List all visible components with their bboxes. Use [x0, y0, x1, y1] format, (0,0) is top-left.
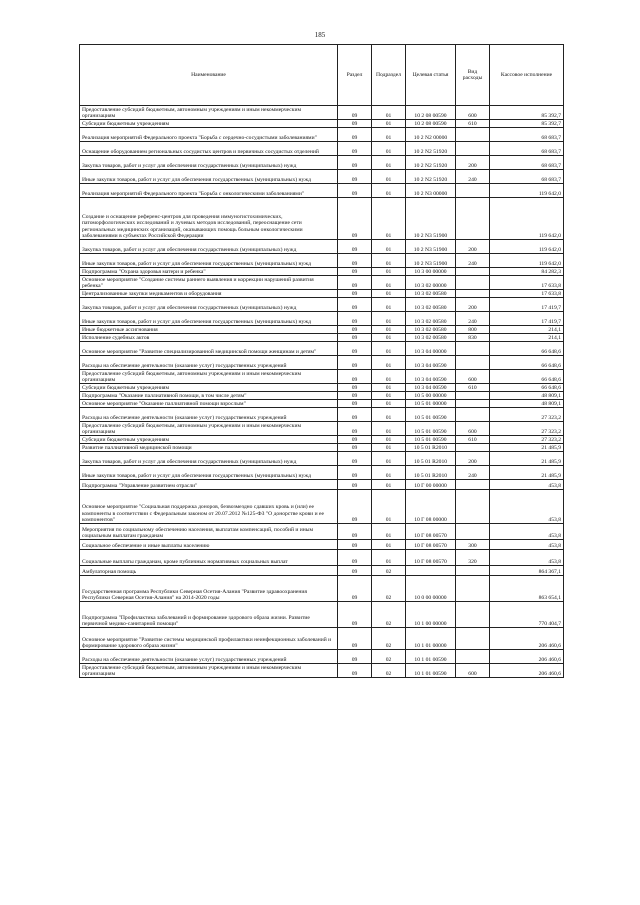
- cell-expense-type: [456, 480, 490, 490]
- cell-cash-execution: 770 404,7: [490, 602, 564, 628]
- cell-name: Развитие паллиативной медицинской помощи: [80, 444, 338, 452]
- cell-name: Субсидии бюджетным учреждениям: [80, 384, 338, 392]
- cell-name: Социальное обеспечение и иные выплаты населению: [80, 540, 338, 550]
- cell-cash-execution: 17 633,8: [490, 276, 564, 290]
- cell-target-article: 10 5 00 00000: [406, 392, 456, 400]
- cell-section: 09: [338, 422, 372, 436]
- cell-subsection: 01: [372, 356, 406, 370]
- cell-cash-execution: 27 323,2: [490, 436, 564, 444]
- cell-expense-type: 800: [456, 326, 490, 334]
- cell-subsection: 01: [372, 276, 406, 290]
- table-row: [80, 408, 564, 422]
- cell-section: 09: [338, 334, 372, 342]
- cell-cash-execution: 21 485,9: [490, 452, 564, 466]
- cell-cash-execution: 85 392,7: [490, 106, 564, 120]
- cell-expense-type: [456, 184, 490, 198]
- cell-expense-type: [456, 128, 490, 142]
- cell-section: 09: [338, 550, 372, 566]
- cell-subsection: 01: [372, 400, 406, 408]
- cell-subsection: 01: [372, 156, 406, 170]
- cell-cash-execution: 66 648,6: [490, 370, 564, 384]
- cell-subsection: 02: [372, 566, 406, 576]
- cell-cash-execution: 84 282,3: [490, 268, 564, 276]
- table-row: [80, 120, 564, 128]
- cell-expense-type: 610: [456, 120, 490, 128]
- cell-name: Подпрограмма "Оказание паллиативной помощи, в том числе детям": [80, 392, 338, 400]
- cell-expense-type: 240: [456, 466, 490, 480]
- cell-cash-execution: 214,1: [490, 326, 564, 334]
- table-row: [80, 444, 564, 452]
- cell-cash-execution: 206 460,6: [490, 628, 564, 650]
- cell-expense-type: [456, 602, 490, 628]
- cell-target-article: 10 5 01 00590: [406, 436, 456, 444]
- cell-target-article: 10 3 04 00590: [406, 384, 456, 392]
- cell-section: 09: [338, 142, 372, 156]
- table-row: [80, 198, 564, 240]
- cell-section: 09: [338, 452, 372, 466]
- cell-expense-type: [456, 342, 490, 356]
- cell-subsection: 01: [372, 334, 406, 342]
- cell-expense-type: [456, 490, 490, 524]
- cell-subsection: 01: [372, 128, 406, 142]
- cell-expense-type: [456, 566, 490, 576]
- cell-target-article: 10 2 N2 51920: [406, 156, 456, 170]
- cell-target-article: 10 5 01 R2010: [406, 444, 456, 452]
- cell-subsection: 01: [372, 198, 406, 240]
- cell-target-article: 10 3 02 00580: [406, 334, 456, 342]
- table-row: [80, 422, 564, 436]
- cell-cash-execution: 27 323,2: [490, 408, 564, 422]
- cell-cash-execution: 68 683,7: [490, 142, 564, 156]
- cell-cash-execution: 453,8: [490, 480, 564, 490]
- table-row: [80, 276, 564, 290]
- table-row: [80, 356, 564, 370]
- cell-subsection: 02: [372, 602, 406, 628]
- cell-section: 09: [338, 444, 372, 452]
- cell-name: Реализация мероприятий Федерального проекта "Борьба с сердечно-сосудистыми заболеваниями": [80, 128, 338, 142]
- cell-section: 09: [338, 106, 372, 120]
- table-row: [80, 576, 564, 602]
- cell-section: 09: [338, 276, 372, 290]
- cell-cash-execution: 66 648,6: [490, 356, 564, 370]
- cell-section: 09: [338, 184, 372, 198]
- header-target-article: Целевая статья: [406, 45, 456, 106]
- page-number: 185: [314, 31, 326, 39]
- cell-expense-type: [456, 290, 490, 298]
- cell-expense-type: [456, 576, 490, 602]
- cell-name: Основное мероприятие "Создание системы раннего выявления и коррекции нарушений развития ребенка": [80, 276, 338, 290]
- cell-section: 09: [338, 198, 372, 240]
- cell-subsection: 01: [372, 184, 406, 198]
- table-row: [80, 298, 564, 312]
- table-row: [80, 290, 564, 298]
- cell-cash-execution: 68 683,7: [490, 156, 564, 170]
- cell-cash-execution: 48 809,1: [490, 400, 564, 408]
- cell-target-article: 10 5 01 00590: [406, 422, 456, 436]
- cell-subsection: 01: [372, 422, 406, 436]
- cell-section: 09: [338, 240, 372, 254]
- cell-section: 09: [338, 254, 372, 268]
- cell-name: Социальные выплаты гражданам, кроме публичных нормативных социальных выплат: [80, 550, 338, 566]
- cell-subsection: 01: [372, 392, 406, 400]
- header-cash-execution: Кассовое исполнение: [490, 45, 564, 106]
- cell-cash-execution: 119 642,0: [490, 254, 564, 268]
- cell-cash-execution: 17 419,7: [490, 298, 564, 312]
- cell-target-article: 10 Г 00 00000: [406, 480, 456, 490]
- cell-subsection: 01: [372, 524, 406, 540]
- cell-section: 09: [338, 384, 372, 392]
- cell-expense-type: [456, 628, 490, 650]
- cell-target-article: 10 2 08 00590: [406, 120, 456, 128]
- cell-expense-type: [456, 198, 490, 240]
- cell-name: Подпрограмма "Охрана здоровья матери и ребенка": [80, 268, 338, 276]
- cell-subsection: 01: [372, 370, 406, 384]
- cell-subsection: 01: [372, 408, 406, 422]
- cell-target-article: 10 3 02 00000: [406, 276, 456, 290]
- cell-section: 09: [338, 128, 372, 142]
- cell-expense-type: [456, 268, 490, 276]
- cell-subsection: 01: [372, 142, 406, 156]
- cell-name: Закупка товаров, работ и услуг для обеспечения государственных (муниципальных) нужд: [80, 452, 338, 466]
- cell-subsection: 01: [372, 120, 406, 128]
- table-row: [80, 602, 564, 628]
- table-row: [80, 466, 564, 480]
- cell-name: Мероприятия по социальному обеспечению населения, выплатам компенсаций, пособий и иным социальным выплатам гражданам: [80, 524, 338, 540]
- cell-target-article: 10 3 04 00590: [406, 356, 456, 370]
- cell-target-article: 10 2 N3 51900: [406, 240, 456, 254]
- cell-expense-type: 320: [456, 550, 490, 566]
- cell-name: Иные бюджетные ассигнования: [80, 326, 338, 334]
- cell-name: Иные закупки товаров, работ и услуг для обеспечения государственных (муниципальных) нужд: [80, 312, 338, 326]
- cell-cash-execution: 21 485,9: [490, 444, 564, 452]
- cell-name: Предоставление субсидий бюджетным, автономным учреждениям и иным некоммерческим организациям: [80, 370, 338, 384]
- cell-expense-type: 600: [456, 370, 490, 384]
- cell-expense-type: [456, 650, 490, 664]
- cell-name: Реализация мероприятий Федерального проекта "Борьба с онкологическими заболеваниями": [80, 184, 338, 198]
- cell-target-article: 10 Г 08 00570: [406, 550, 456, 566]
- cell-section: 09: [338, 156, 372, 170]
- cell-expense-type: [456, 524, 490, 540]
- table-row: [80, 664, 564, 678]
- cell-subsection: 02: [372, 664, 406, 678]
- table-row: [80, 524, 564, 540]
- cell-expense-type: 200: [456, 452, 490, 466]
- cell-name: Подпрограмма "Управление развитием отрасли": [80, 480, 338, 490]
- cell-cash-execution: 119 642,0: [490, 198, 564, 240]
- cell-name: Иные закупки товаров, работ и услуг для обеспечения государственных (муниципальных) нужд: [80, 466, 338, 480]
- cell-name: Субсидии бюджетным учреждениям: [80, 120, 338, 128]
- cell-target-article: 10 1 01 00590: [406, 650, 456, 664]
- cell-expense-type: 600: [456, 106, 490, 120]
- cell-expense-type: 610: [456, 384, 490, 392]
- cell-name: Иные закупки товаров, работ и услуг для обеспечения государственных (муниципальных) нужд: [80, 170, 338, 184]
- cell-section: 09: [338, 312, 372, 326]
- table-row: [80, 326, 564, 334]
- cell-cash-execution: 119 642,0: [490, 184, 564, 198]
- cell-section: 09: [338, 268, 372, 276]
- table-row: [80, 254, 564, 268]
- cell-expense-type: 240: [456, 170, 490, 184]
- cell-subsection: 01: [372, 436, 406, 444]
- table-row: [80, 566, 564, 576]
- table-row: [80, 334, 564, 342]
- table-row: [80, 128, 564, 142]
- cell-cash-execution: 66 648,6: [490, 342, 564, 356]
- cell-section: 09: [338, 356, 372, 370]
- cell-expense-type: 830: [456, 334, 490, 342]
- cell-section: 09: [338, 466, 372, 480]
- header-name: Наименование: [80, 45, 338, 106]
- cell-name: Предоставление субсидий бюджетным, автономным учреждениям и иным некоммерческим организациям: [80, 106, 338, 120]
- cell-section: 09: [338, 342, 372, 356]
- cell-section: 09: [338, 650, 372, 664]
- cell-subsection: 01: [372, 268, 406, 276]
- cell-cash-execution: 453,8: [490, 550, 564, 566]
- cell-name: Основное мероприятие "Социальная поддержка доноров, безвозмездно сдавших кровь и (или) ее компоненты в соответствии с Федеральным законом от 20.07.2012 №125-ФЗ "О донорстве крови и ее компонентов": [80, 490, 338, 524]
- cell-name: Основное мероприятие "Развитие специализированной медицинской помощи женщинам и детям": [80, 342, 338, 356]
- cell-expense-type: [456, 444, 490, 452]
- cell-cash-execution: 453,8: [490, 490, 564, 524]
- cell-cash-execution: 863 654,1: [490, 576, 564, 602]
- cell-cash-execution: 864 367,1: [490, 566, 564, 576]
- cell-target-article: 10 5 01 R2010: [406, 466, 456, 480]
- cell-name: Государственная программа Республики Северная Осетия-Алания "Развитие здравоохранения Республики Северная Осетия-Алания" на 2014-2020 годы: [80, 576, 338, 602]
- table-row: [80, 184, 564, 198]
- cell-expense-type: [456, 356, 490, 370]
- table-row: [80, 268, 564, 276]
- cell-section: 09: [338, 436, 372, 444]
- cell-target-article: [406, 566, 456, 576]
- cell-cash-execution: 48 809,1: [490, 392, 564, 400]
- header-subsection: Подраздел: [372, 45, 406, 106]
- cell-section: 09: [338, 480, 372, 490]
- cell-subsection: 02: [372, 628, 406, 650]
- cell-name: Расходы на обеспечение деятельности (оказание услуг) государственных учреждений: [80, 650, 338, 664]
- cell-target-article: 10 2 N2 51920: [406, 142, 456, 156]
- cell-cash-execution: 453,8: [490, 524, 564, 540]
- table-header-row: [80, 45, 564, 106]
- cell-section: 09: [338, 566, 372, 576]
- cell-name: Исполнение судебных актов: [80, 334, 338, 342]
- cell-subsection: 01: [372, 326, 406, 334]
- cell-expense-type: [456, 400, 490, 408]
- cell-section: 09: [338, 290, 372, 298]
- cell-target-article: 10 3 02 00580: [406, 326, 456, 334]
- cell-name: Оснащение оборудованием региональных сосудистых центров и первичных сосудистых отделений: [80, 142, 338, 156]
- cell-name: Предоставление субсидий бюджетным, автономным учреждениям и иным некоммерческим организациям: [80, 664, 338, 678]
- table-row: [80, 436, 564, 444]
- cell-name: Иные закупки товаров, работ и услуг для обеспечения государственных (муниципальных) нужд: [80, 254, 338, 268]
- table-row: [80, 240, 564, 254]
- cell-name: Расходы на обеспечение деятельности (оказание услуг) государственных учреждений: [80, 408, 338, 422]
- cell-expense-type: 300: [456, 540, 490, 550]
- table-row: [80, 370, 564, 384]
- cell-name: Закупка товаров, работ и услуг для обеспечения государственных (муниципальных) нужд: [80, 298, 338, 312]
- table-row: [80, 540, 564, 550]
- cell-subsection: 01: [372, 240, 406, 254]
- cell-target-article: 10 Г 08 00000: [406, 490, 456, 524]
- cell-name: Основное мероприятие "Развитие системы медицинской профилактики неинфекционных заболеваний и формирование здорового образа жизни": [80, 628, 338, 650]
- cell-expense-type: 240: [456, 254, 490, 268]
- cell-section: 09: [338, 392, 372, 400]
- table-row: [80, 490, 564, 524]
- cell-target-article: 10 2 N2 51920: [406, 170, 456, 184]
- cell-section: 09: [338, 170, 372, 184]
- cell-section: 09: [338, 576, 372, 602]
- cell-expense-type: [456, 408, 490, 422]
- cell-section: 09: [338, 298, 372, 312]
- cell-cash-execution: 453,8: [490, 540, 564, 550]
- cell-cash-execution: 66 648,6: [490, 384, 564, 392]
- cell-expense-type: 600: [456, 422, 490, 436]
- cell-subsection: 01: [372, 312, 406, 326]
- cell-expense-type: [456, 142, 490, 156]
- cell-target-article: 10 2 N3 51900: [406, 198, 456, 240]
- cell-expense-type: 600: [456, 664, 490, 678]
- table-row: [80, 312, 564, 326]
- table-row: [80, 106, 564, 120]
- cell-expense-type: 610: [456, 436, 490, 444]
- table-row: [80, 480, 564, 490]
- cell-target-article: 10 3 00 00000: [406, 268, 456, 276]
- cell-cash-execution: 17 419,7: [490, 312, 564, 326]
- cell-subsection: 01: [372, 550, 406, 566]
- cell-subsection: 01: [372, 254, 406, 268]
- cell-target-article: 10 Г 08 00570: [406, 524, 456, 540]
- cell-expense-type: [456, 392, 490, 400]
- cell-name: Закупка товаров, работ и услуг для обеспечения государственных (муниципальных) нужд: [80, 240, 338, 254]
- cell-target-article: 10 Г 08 00570: [406, 540, 456, 550]
- cell-cash-execution: 85 392,7: [490, 120, 564, 128]
- table-row: [80, 156, 564, 170]
- table-row: [80, 550, 564, 566]
- cell-cash-execution: 68 683,7: [490, 128, 564, 142]
- cell-subsection: 01: [372, 170, 406, 184]
- cell-target-article: 10 1 01 00000: [406, 628, 456, 650]
- cell-section: 09: [338, 408, 372, 422]
- cell-section: 09: [338, 490, 372, 524]
- cell-expense-type: [456, 276, 490, 290]
- cell-target-article: 10 1 00 00000: [406, 602, 456, 628]
- cell-name: Основное мероприятие "Оказание паллиативной помощи взрослым": [80, 400, 338, 408]
- cell-name: Подпрограмма "Профилактика заболеваний и формирование здорового образа жизни. Развитие первичной медико-санитарной помощи": [80, 602, 338, 628]
- cell-subsection: 01: [372, 298, 406, 312]
- cell-section: 09: [338, 120, 372, 128]
- cell-section: 09: [338, 628, 372, 650]
- cell-target-article: 10 0 00 00000: [406, 576, 456, 602]
- cell-subsection: 01: [372, 466, 406, 480]
- cell-subsection: 01: [372, 384, 406, 392]
- cell-expense-type: 200: [456, 240, 490, 254]
- budget-execution-table: [79, 44, 564, 678]
- cell-section: 09: [338, 400, 372, 408]
- table-row: [80, 392, 564, 400]
- cell-section: 09: [338, 664, 372, 678]
- cell-name: Создание и оснащение референс-центров для проведения иммуногистохимических, патоморфологических исследований и лучевых методов исследований, переоснащение сети региональных медицинских организаций, оказывающих помощь больным онкологическими заболеваниями в субъектах Российской Федерации: [80, 198, 338, 240]
- table-row: [80, 384, 564, 392]
- table-row: [80, 400, 564, 408]
- cell-target-article: 10 5 01 00000: [406, 400, 456, 408]
- cell-subsection: 01: [372, 480, 406, 490]
- cell-target-article: 10 3 02 00580: [406, 312, 456, 326]
- cell-target-article: 10 2 N2 00000: [406, 128, 456, 142]
- cell-name: Закупка товаров, работ и услуг для обеспечения государственных (муниципальных) нужд: [80, 156, 338, 170]
- header-section: Раздел: [338, 45, 372, 106]
- cell-name: Предоставление субсидий бюджетным, автономным учреждениям и иным некоммерческим организациям: [80, 422, 338, 436]
- cell-subsection: 02: [372, 576, 406, 602]
- cell-target-article: 10 2 N3 00000: [406, 184, 456, 198]
- cell-expense-type: 240: [456, 312, 490, 326]
- cell-expense-type: 200: [456, 156, 490, 170]
- cell-cash-execution: 119 642,0: [490, 240, 564, 254]
- cell-subsection: 01: [372, 490, 406, 524]
- cell-target-article: 10 3 02 00580: [406, 290, 456, 298]
- cell-target-article: 10 5 01 R2010: [406, 452, 456, 466]
- header-expense-type: Вид расходы: [456, 45, 490, 106]
- cell-target-article: 10 2 N3 51900: [406, 254, 456, 268]
- cell-subsection: 01: [372, 342, 406, 356]
- cell-cash-execution: 27 323,2: [490, 422, 564, 436]
- table-row: [80, 452, 564, 466]
- cell-cash-execution: 21 485,9: [490, 466, 564, 480]
- table-row: [80, 342, 564, 356]
- cell-cash-execution: 17 633,8: [490, 290, 564, 298]
- cell-target-article: 10 3 04 00590: [406, 370, 456, 384]
- cell-target-article: 10 3 02 00580: [406, 298, 456, 312]
- cell-target-article: 10 2 08 00590: [406, 106, 456, 120]
- cell-section: 09: [338, 602, 372, 628]
- cell-subsection: 01: [372, 290, 406, 298]
- cell-section: 09: [338, 540, 372, 550]
- cell-subsection: 01: [372, 540, 406, 550]
- cell-cash-execution: 214,1: [490, 334, 564, 342]
- cell-subsection: 02: [372, 650, 406, 664]
- cell-target-article: 10 1 01 00590: [406, 664, 456, 678]
- table-row: [80, 628, 564, 650]
- cell-section: 09: [338, 326, 372, 334]
- cell-expense-type: 200: [456, 298, 490, 312]
- cell-name: Амбулаторная помощь: [80, 566, 338, 576]
- table-row: [80, 142, 564, 156]
- cell-subsection: 01: [372, 452, 406, 466]
- cell-subsection: 01: [372, 444, 406, 452]
- cell-section: 09: [338, 370, 372, 384]
- cell-name: Субсидии бюджетным учреждениям: [80, 436, 338, 444]
- cell-target-article: 10 3 04 00000: [406, 342, 456, 356]
- cell-name: Расходы на обеспечение деятельности (оказание услуг) государственных учреждений: [80, 356, 338, 370]
- table-row: [80, 650, 564, 664]
- table-row: [80, 170, 564, 184]
- cell-cash-execution: 206 460,6: [490, 664, 564, 678]
- cell-section: 09: [338, 524, 372, 540]
- cell-subsection: 01: [372, 106, 406, 120]
- cell-target-article: 10 5 01 00590: [406, 408, 456, 422]
- cell-cash-execution: 68 683,7: [490, 170, 564, 184]
- cell-name: Централизованные закупки медикаментов и оборудования: [80, 290, 338, 298]
- cell-cash-execution: 206 460,6: [490, 650, 564, 664]
